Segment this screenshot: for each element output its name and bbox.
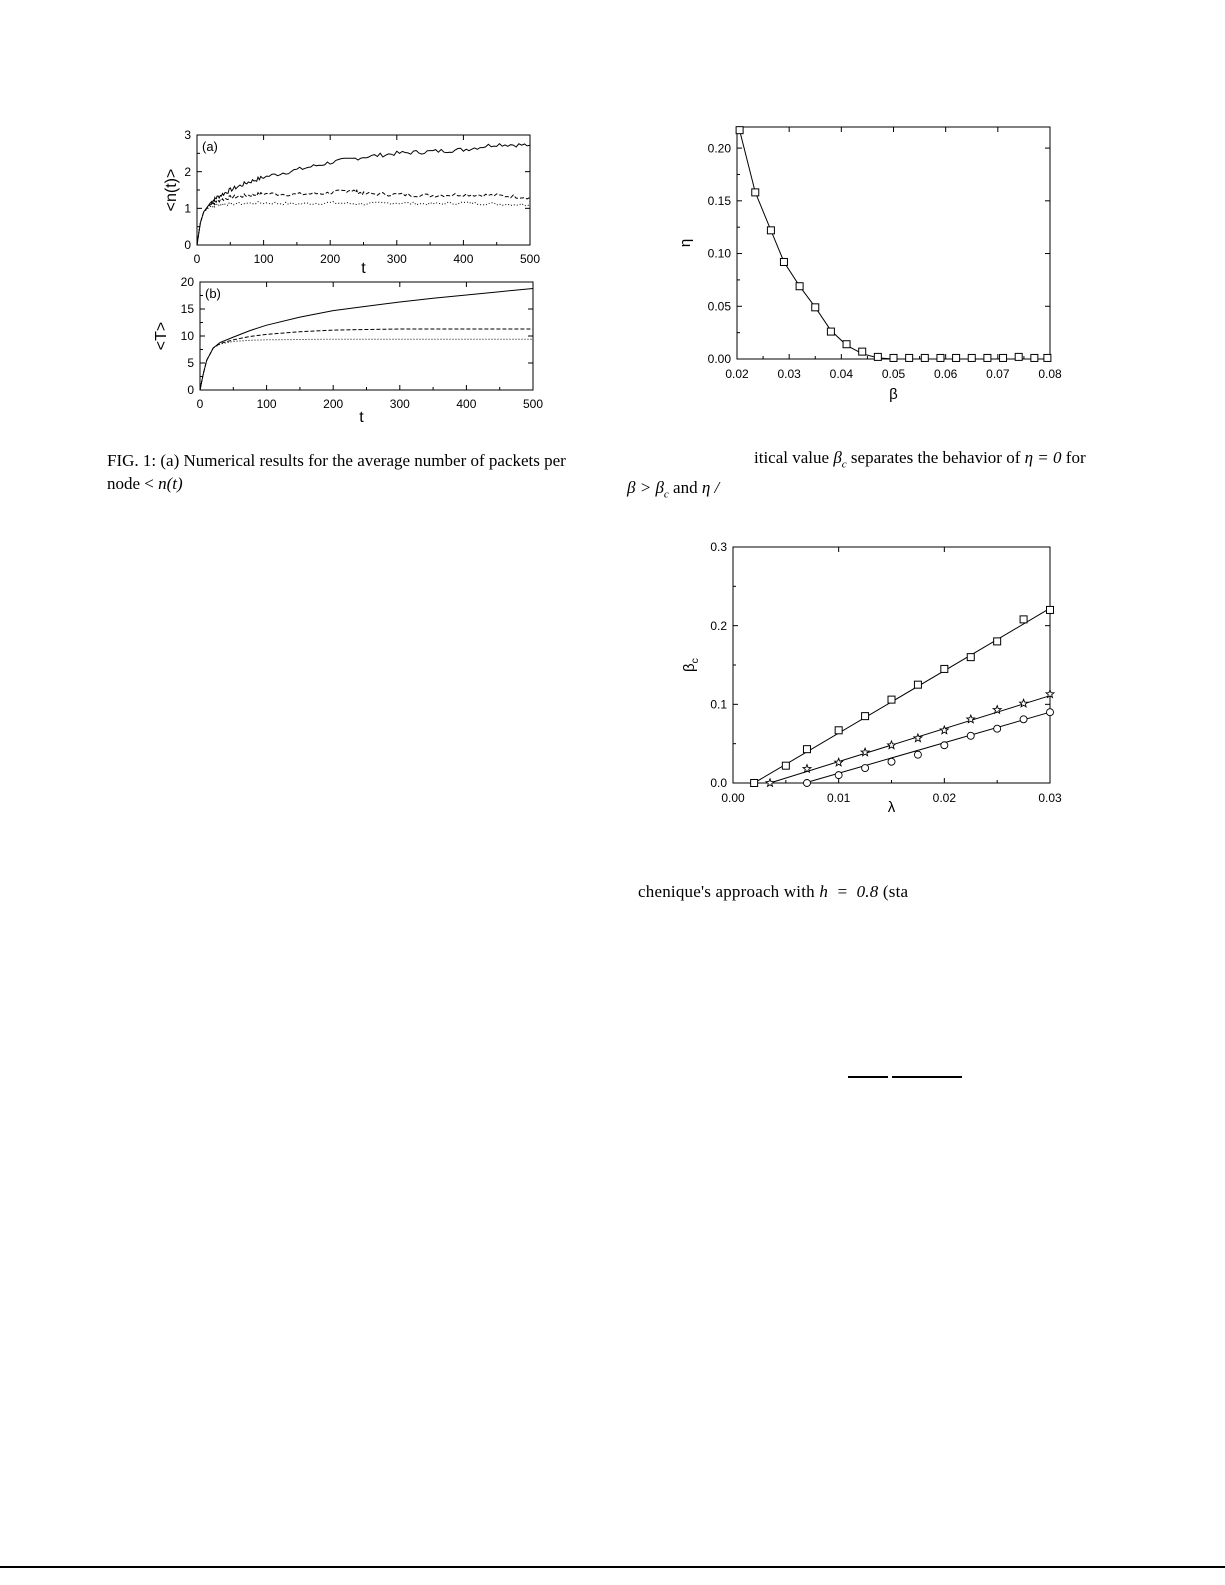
data-point-square xyxy=(736,127,743,134)
x-tick-label: 300 xyxy=(386,252,407,266)
figure-1-caption-text: (a) Numerical results for the average number of packets per xyxy=(160,451,566,470)
data-point-star xyxy=(914,734,922,742)
x-tick-label: 0.02 xyxy=(725,367,749,381)
data-point-square xyxy=(782,762,789,769)
data-point-square xyxy=(796,283,803,290)
y-tick-label: 0.20 xyxy=(707,141,731,156)
data-point-circle xyxy=(1020,716,1027,723)
data-point-circle xyxy=(803,780,810,787)
data-point-circle xyxy=(914,751,921,758)
y-tick-label: 3 xyxy=(184,128,191,143)
y-axis-label: $\beta_c$ xyxy=(681,658,701,672)
data-point-square xyxy=(767,227,774,234)
plot-frame xyxy=(733,547,1050,783)
data-point-square xyxy=(1000,354,1007,361)
data-point-square xyxy=(994,638,1001,645)
x-tick-label: 0.03 xyxy=(1038,791,1062,805)
y-axis-label: <n(t)> xyxy=(163,168,180,212)
data-point-square xyxy=(906,354,913,361)
panel-label: (b) xyxy=(205,286,221,301)
panel-label: (a) xyxy=(202,139,218,154)
figure-3-caption-text-2: (sta xyxy=(882,882,909,901)
figure-1-label: FIG. 1: xyxy=(107,451,157,470)
data-point-square xyxy=(984,354,991,361)
y-axis-label-subscript: c xyxy=(689,658,701,664)
figure-3-caption-math: h = 0.8 xyxy=(819,882,879,901)
x-tick-label: 300 xyxy=(389,397,410,411)
data-point-square xyxy=(803,746,810,753)
page-bottom-rule xyxy=(0,1566,1225,1568)
x-tick-label: 0.05 xyxy=(881,367,906,381)
data-point-square xyxy=(752,189,759,196)
fraction-bar-left xyxy=(848,1076,888,1078)
data-point-square xyxy=(967,654,974,661)
data-point-square xyxy=(937,354,944,361)
x-tick-label: 0 xyxy=(193,252,201,266)
y-tick-label: 0 xyxy=(187,383,194,398)
y-tick-label: 0.2 xyxy=(710,618,727,633)
figure-2-eta-eq: η = 0 xyxy=(1024,448,1062,467)
y-tick-label: 0.15 xyxy=(707,194,731,209)
x-tick-label: 100 xyxy=(253,252,274,266)
y-tick-label: 10 xyxy=(180,329,194,344)
figure-2-line2-b: and xyxy=(673,478,698,498)
data-point-square xyxy=(827,328,834,335)
figure-2-line2-sub: c xyxy=(663,488,669,501)
y-tick-label: 0.3 xyxy=(710,540,727,555)
figure-2-chart xyxy=(670,115,1070,410)
data-point-square xyxy=(1031,354,1038,361)
figure-1a-chart xyxy=(150,125,550,280)
x-tick-label: 100 xyxy=(256,397,277,411)
x-tick-label: 500 xyxy=(519,252,541,266)
series-line-dotted xyxy=(197,202,530,245)
fit-curve xyxy=(740,130,1050,359)
plot-frame xyxy=(200,282,533,390)
figure-1b-chart xyxy=(150,272,550,432)
x-axis-label: t xyxy=(361,260,366,277)
figure-2-caption-text-2: separates the behavior of xyxy=(850,448,1021,467)
data-point-star xyxy=(888,741,896,749)
x-tick-label: 0.04 xyxy=(829,367,854,381)
y-tick-label: 1 xyxy=(184,201,191,216)
data-point-star xyxy=(993,706,1001,714)
series-line-solid xyxy=(197,144,530,245)
y-tick-label: 0 xyxy=(184,238,191,253)
series-line-dashed xyxy=(200,329,533,390)
data-point-star xyxy=(766,779,774,787)
fit-line-circles xyxy=(805,712,1050,783)
data-point-star xyxy=(940,726,948,734)
figure-2-beta-c-sub: c xyxy=(841,458,847,471)
y-tick-label: 0.1 xyxy=(710,697,727,712)
figure-3-caption xyxy=(638,880,1118,903)
figure-2-caption-text-3: for xyxy=(1065,448,1086,467)
x-tick-label: 0.02 xyxy=(932,791,957,805)
figure-2-caption-text: itical value xyxy=(754,448,830,467)
data-point-square xyxy=(1015,353,1022,360)
y-tick-label: 15 xyxy=(180,302,194,317)
data-point-square xyxy=(862,713,869,720)
data-point-circle xyxy=(888,758,895,765)
data-point-square xyxy=(914,681,921,688)
data-point-circle xyxy=(967,732,974,739)
figure-3-chart xyxy=(670,535,1070,825)
series-line-dotted xyxy=(200,339,533,390)
data-point-circle xyxy=(862,765,869,772)
data-point-square xyxy=(859,348,866,355)
y-tick-label: 0.10 xyxy=(707,246,731,261)
figure-1-caption-text-2: node < xyxy=(107,474,154,493)
x-tick-label: 400 xyxy=(453,252,474,266)
plot-frame xyxy=(737,127,1050,359)
x-tick-label: 200 xyxy=(320,252,341,266)
y-tick-label: 0.0 xyxy=(710,776,727,791)
fit-line-squares xyxy=(754,608,1050,783)
x-tick-label: 0.03 xyxy=(777,367,801,381)
data-point-square xyxy=(968,354,975,361)
figure-1-caption xyxy=(107,449,599,495)
x-tick-label: 400 xyxy=(456,397,477,411)
y-tick-label: 2 xyxy=(184,164,191,179)
x-tick-label: 0.06 xyxy=(933,367,958,381)
x-tick-label: 0.00 xyxy=(721,791,745,805)
data-point-circle xyxy=(994,725,1001,732)
data-point-star xyxy=(1020,699,1028,707)
data-point-circle xyxy=(1047,709,1054,716)
data-point-square xyxy=(888,696,895,703)
data-point-square xyxy=(812,304,819,311)
figure-1-caption-math: n(t) xyxy=(158,474,183,493)
figure-2-line2-a: β > β xyxy=(627,478,664,498)
figure-2-line2-c: η / xyxy=(701,478,720,498)
data-point-star xyxy=(835,758,843,766)
data-point-square xyxy=(874,353,881,360)
data-point-square xyxy=(751,780,758,787)
y-tick-label: 5 xyxy=(187,356,194,371)
data-point-square xyxy=(1044,354,1051,361)
data-point-square xyxy=(1047,606,1054,613)
x-tick-label: 500 xyxy=(522,397,544,411)
y-tick-label: 0.00 xyxy=(707,352,731,367)
y-tick-label: 0.05 xyxy=(707,299,731,314)
data-point-square xyxy=(835,727,842,734)
fraction-bar-right xyxy=(892,1076,962,1078)
data-point-square xyxy=(1020,616,1027,623)
plot-frame xyxy=(197,135,530,245)
x-tick-label: 0.08 xyxy=(1038,367,1062,381)
figure-2-caption xyxy=(627,446,1122,507)
fit-line-stars xyxy=(770,696,1050,783)
figure-3-caption-text: chenique's approach with xyxy=(638,882,815,901)
data-point-square xyxy=(953,354,960,361)
x-tick-label: 0 xyxy=(196,397,204,411)
x-tick-label: 0.07 xyxy=(986,367,1010,381)
figure-2-beta-c: β xyxy=(833,448,842,467)
y-axis-label: <T> xyxy=(153,321,170,351)
data-point-circle xyxy=(835,772,842,779)
data-point-square xyxy=(780,258,787,265)
data-point-square xyxy=(843,341,850,348)
data-point-square xyxy=(941,665,948,672)
data-point-square xyxy=(921,354,928,361)
x-tick-label: 200 xyxy=(323,397,344,411)
x-axis-label: λ xyxy=(887,799,896,816)
x-axis-label: β xyxy=(889,386,898,403)
x-tick-label: 0.01 xyxy=(826,791,851,805)
x-axis-label: t xyxy=(359,409,364,426)
series-line-dashed xyxy=(197,190,530,245)
data-point-square xyxy=(890,354,897,361)
y-tick-label: 20 xyxy=(180,275,194,290)
data-point-circle xyxy=(941,742,948,749)
y-axis-label: η xyxy=(677,238,694,248)
